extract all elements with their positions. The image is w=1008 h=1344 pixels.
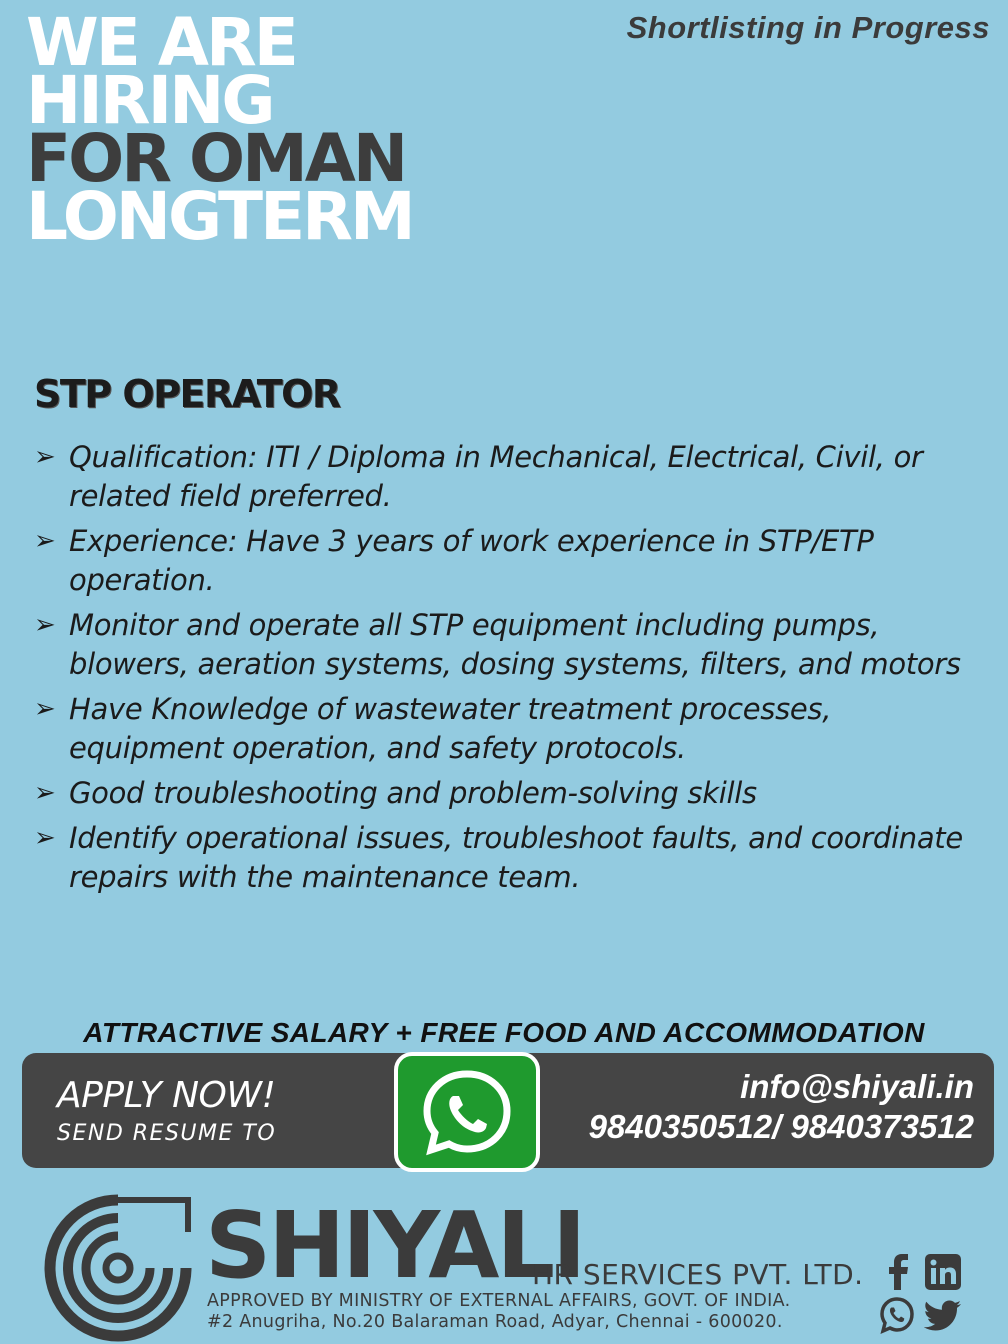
arrow-bullet-icon: ➢ [34,823,56,853]
arrow-bullet-icon: ➢ [34,694,56,724]
arrow-bullet-icon: ➢ [34,526,56,556]
requirement-item [34,522,974,600]
perks-banner: ATTRACTIVE SALARY + FREE FOOD AND ACCOMMODATION [83,1017,925,1048]
company-address: #2 Anugriha, No.20 Balaraman Road, Adyar, Chennai - 600020. [207,1312,783,1332]
contact-phones[interactable]: 9840350512/ 9840373512 [588,1108,974,1145]
approval-line: APPROVED BY MINISTRY OF EXTERNAL AFFAIRS, GOVT. OF INDIA. [207,1291,791,1311]
shortlisting-status: Shortlisting in Progress [626,10,990,45]
facebook-icon[interactable] [884,1254,912,1290]
headline-line-1: WE ARE [26,4,296,81]
requirement-item [34,438,974,516]
twitter-icon[interactable] [924,1300,962,1332]
arrow-bullet-icon: ➢ [34,442,56,472]
apply-bar [22,1053,994,1168]
hiring-headline [26,4,413,255]
headline-line-3: FOR OMAN [26,120,406,197]
brand-name: SHIYALI [205,1192,584,1299]
apply-now-heading: APPLY NOW! [57,1075,276,1116]
arrow-bullet-icon: ➢ [34,778,56,808]
requirement-item [34,774,974,813]
shiyali-logo-icon [38,1192,198,1342]
requirement-text: Monitor and operate all STP equipment including pumps, blowers, aeration systems, dosing systems, filters, and motors [69,608,961,681]
brand-subtitle: HR SERVICES PVT. LTD. [532,1258,864,1291]
requirement-item [34,819,974,897]
requirements-list [34,438,974,903]
headline-line-4: LONGTERM [26,178,413,255]
requirement-item [34,606,974,684]
requirement-text: Identify operational issues, troubleshoot faults, and coordinate repairs with the maintenance team. [69,821,963,894]
linkedin-icon[interactable] [925,1254,961,1290]
headline-line-2: HIRING [26,62,273,139]
job-title: STP OPERATOR [34,372,340,416]
requirement-item [34,690,974,768]
send-resume-label: SEND RESUME TO [57,1121,277,1146]
arrow-bullet-icon: ➢ [34,610,56,640]
whatsapp-icon[interactable] [394,1052,540,1172]
whatsapp-outline-icon[interactable] [878,1296,916,1334]
requirement-text: Experience: Have 3 years of work experience in STP/ETP operation. [69,524,874,597]
requirement-text: Good troubleshooting and problem-solving skills [69,776,757,810]
requirement-text: Qualification: ITI / Diploma in Mechanical, Electrical, Civil, or related field preferred. [69,440,923,513]
contact-email[interactable]: info@shiyali.in [740,1068,974,1105]
requirement-text: Have Knowledge of wastewater treatment processes, equipment operation, and safety protocols. [69,692,832,765]
